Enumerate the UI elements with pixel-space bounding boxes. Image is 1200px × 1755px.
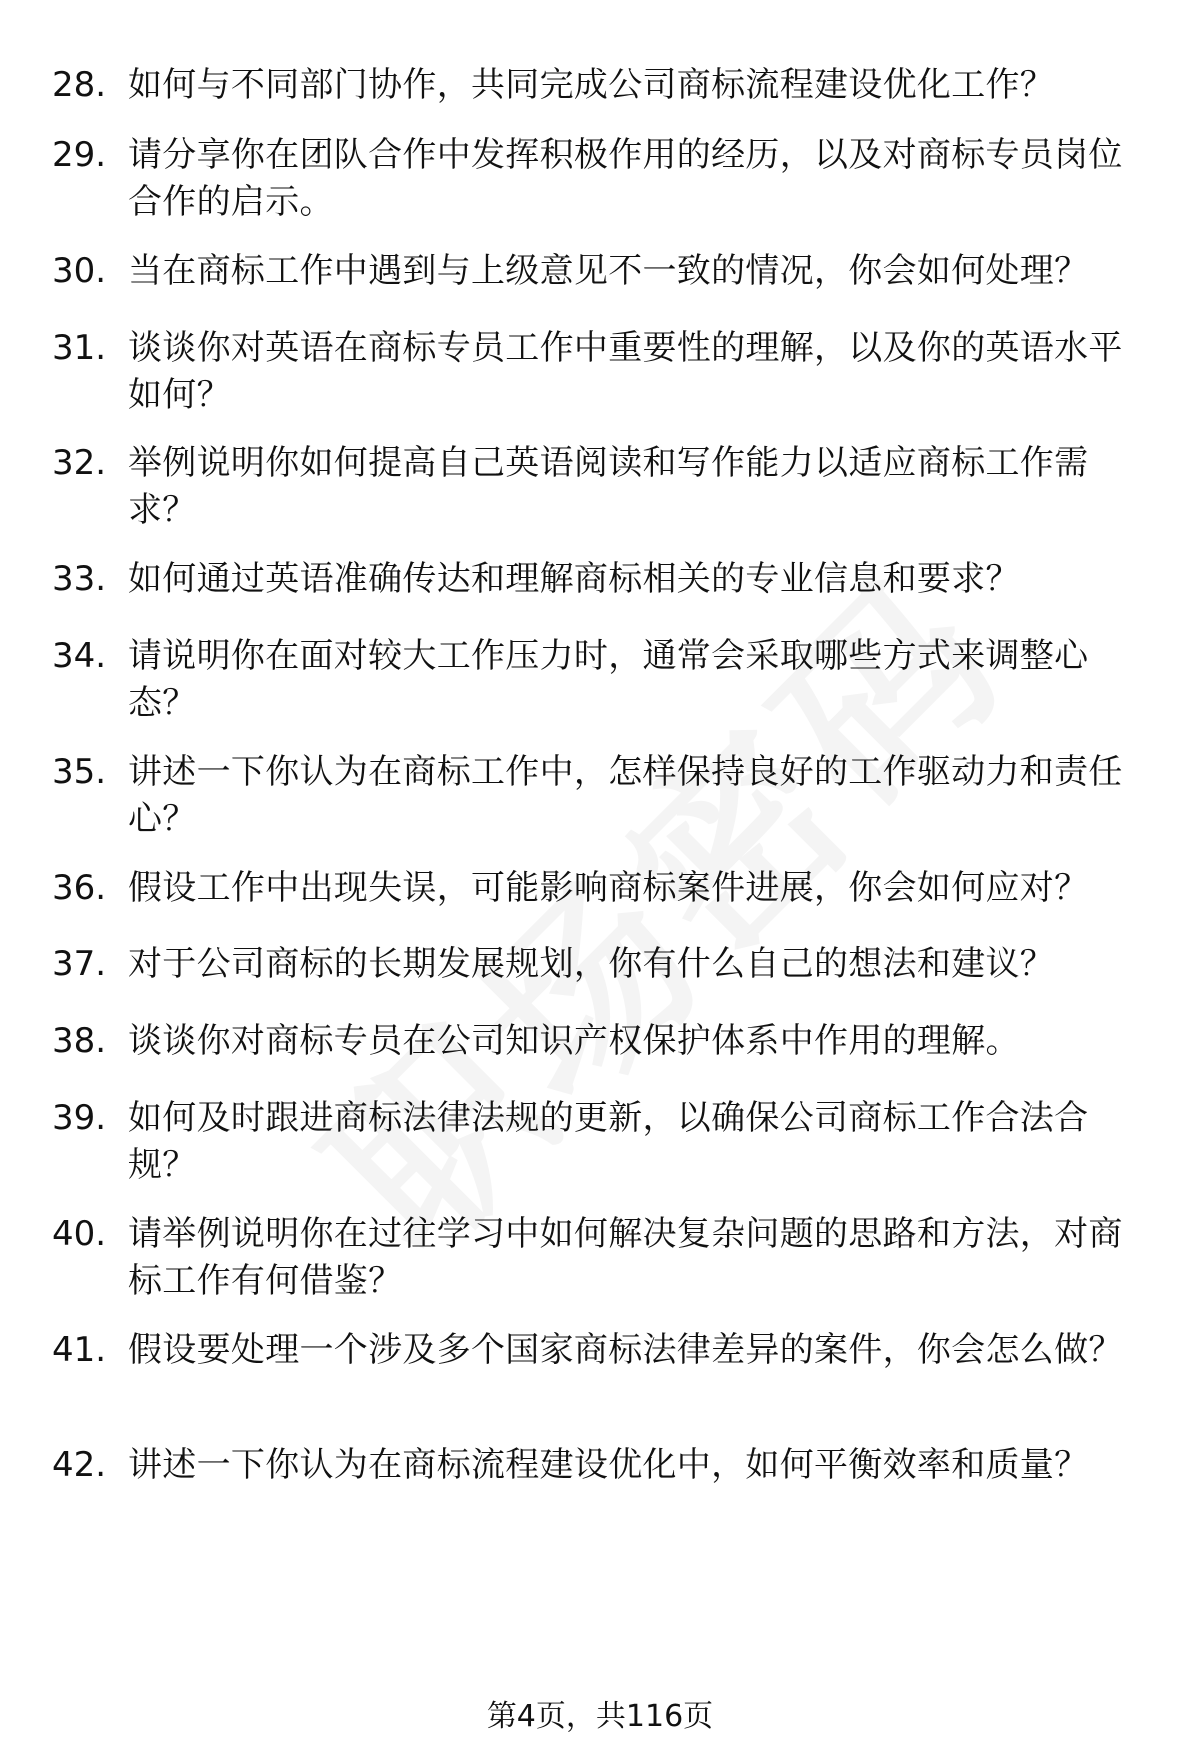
question-number: 39. [52,1098,107,1138]
question-number: 33. [52,559,107,599]
question-number: 37. [52,944,107,984]
question-item [52,749,1142,843]
question-number: 30. [52,251,107,291]
question-number: 29. [52,135,107,175]
question-text: 讲述一下你认为在商标流程建设优化中，如何平衡效率和质量？ [128,1445,1089,1485]
question-item [52,941,1142,988]
question-item [52,62,1142,109]
question-item [52,865,1142,912]
question-number: 34. [52,636,107,676]
question-number: 28. [52,65,107,105]
question-item [52,325,1142,419]
question-text: 对于公司商标的长期发展规划，你有什么自己的想法和建议？ [128,944,1055,984]
question-text: 谈谈你对商标专员在公司知识产权保护体系中作用的理解。 [128,1021,1020,1061]
question-item [52,1327,1142,1374]
question-item [52,440,1142,534]
question-text: 如何与不同部门协作，共同完成公司商标流程建设优化工作？ [128,65,1055,105]
question-number: 36. [52,868,107,908]
question-text: 假设要处理一个涉及多个国家商标法律差异的案件，你会怎么做？ [128,1330,1123,1370]
question-text: 请举例说明你在过往学习中如何解决复杂问题的思路和方法，对商标工作有何借鉴？ [128,1214,1123,1301]
question-number: 41. [52,1330,107,1370]
question-text: 如何及时跟进商标法律法规的更新，以确保公司商标工作合法合规？ [128,1098,1089,1185]
question-text: 当在商标工作中遇到与上级意见不一致的情况，你会如何处理？ [128,251,1089,291]
question-item [52,1095,1142,1189]
question-number: 32. [52,443,107,483]
question-number: 31. [52,328,107,368]
question-item [52,1018,1142,1065]
question-item [52,1442,1142,1489]
question-item [52,132,1142,226]
question-text: 举例说明你如何提高自己英语阅读和写作能力以适应商标工作需求？ [128,443,1089,530]
question-item [52,556,1142,603]
question-text: 请说明你在面对较大工作压力时，通常会采取哪些方式来调整心态？ [128,636,1089,723]
question-number: 35. [52,752,107,792]
page-footer: 第4页，共116页 [486,1699,714,1734]
question-number: 40. [52,1214,107,1254]
question-text: 讲述一下你认为在商标工作中，怎样保持良好的工作驱动力和责任心？ [128,752,1123,839]
question-item [52,248,1142,295]
question-item [52,633,1142,727]
question-number: 38. [52,1021,107,1061]
question-text: 谈谈你对英语在商标专员工作中重要性的理解，以及你的英语水平如何？ [128,328,1123,415]
question-text: 如何通过英语准确传达和理解商标相关的专业信息和要求？ [128,559,1020,599]
question-item [52,1211,1142,1305]
question-number: 42. [52,1445,107,1485]
question-text: 假设工作中出现失误，可能影响商标案件进展，你会如何应对？ [128,868,1089,908]
question-text: 请分享你在团队合作中发挥积极作用的经历，以及对商标专员岗位合作的启示。 [128,135,1123,222]
